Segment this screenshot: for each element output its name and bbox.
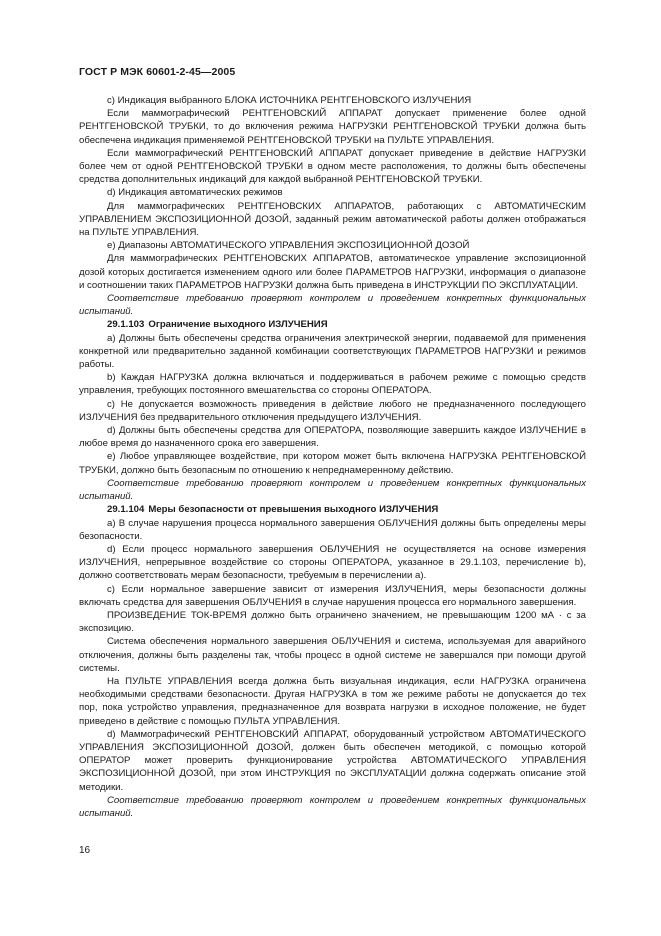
paragraph: Если маммографический РЕНТГЕНОВСКИЙ АППАРАТ допускает приведение в действие НАГРУЗКИ более чем от одной РЕНТГЕНОВСКОЙ ТРУБКИ в одном месте расположения, то должны быть обеспечены средства дополнительных индикаций для каждой выбранной РЕНТГЕНОВСКОЙ ТРУБКИ.: [79, 147, 586, 186]
paragraph: d) Маммографический РЕНТГЕНОВСКИЙ АППАРАТ, оборудованный устройством АВТОМАТИЧЕСКОГО УПРАВЛЕНИЯ ЭКСПОЗИЦИОННОЙ ДОЗОЙ, должен быть обеспечен методикой, с помощью которой ОПЕРАТОР может проверить функционирование устройства АВТОМАТИЧЕСКОГО УПРАВЛЕНИЯ ЭКСПОЗИЦИОННОЙ ДОЗОЙ, при этом ИНСТРУКЦИЯ по ЭКСПЛУАТАЦИИ должна содержать описание этой методики.: [79, 728, 586, 793]
section-title: Ограничение выходного ИЗЛУЧЕНИЯ: [148, 319, 328, 331]
paragraph: d) Если процесс нормального завершения ОБЛУЧЕНИЯ не осуществляется на основе измерения ИЗЛУЧЕНИЯ, непрерывное воздействие со стороны ОПЕРАТОРА, указанное в 29.1.103, перечисление b), должно соответствовать мерам безопасности, требуемым в перечислении a).: [79, 543, 586, 582]
document-header: ГОСТ Р МЭК 60601-2-45—2005: [79, 66, 236, 78]
paragraph: e) Любое управляющее воздействие, при котором может быть включена НАГРУЗКА РЕНТГЕНОВСКОЙ ТРУБКИ, должно быть безопасным по отношению к непреднамеренному действию.: [79, 451, 586, 476]
section-number: 29.1.103: [107, 319, 145, 331]
paragraph: d) Индикация автоматических режимов: [107, 187, 283, 199]
paragraph: e) Диапазоны АВТОМАТИЧЕСКОГО УПРАВЛЕНИЯ ЭКСПОЗИЦИОННОЙ ДОЗОЙ: [107, 240, 470, 252]
compliance-note: Соответствие требованию проверяют контролем и проведением конкретных функциональных испытаний.: [79, 477, 586, 503]
section-heading-104: [79, 503, 586, 516]
paragraph: c) Индикация выбранного БЛОКА ИСТОЧНИКА РЕНТГЕНОВСКОГО ИЗЛУЧЕНИЯ: [107, 95, 472, 106]
paragraph: Если маммографический РЕНТГЕНОВСКИЙ АППАРАТ допускает применение более одной РЕНТГЕНОВСКОЙ ТРУБКИ, то до включения режима НАГРУЗКИ РЕНТГЕНОВСКОЙ ТРУБКИ должна быть обеспечена индикация применяемой РЕНТГЕНОВСКОЙ ТРУБКИ на ПУЛЬТЕ УПРАВЛЕНИЯ.: [79, 108, 586, 146]
paragraph: a) Должны быть обеспечены средства ограничения электрической энергии, подаваемой для применения конкретной или предварительно заданной комбинации соответствующих ПАРАМЕТРОВ НАГРУЗКИ и режимов работы.: [79, 332, 586, 371]
document-body: [79, 94, 586, 820]
paragraph: Система обеспечения нормального завершения ОБЛУЧЕНИЯ и система, используемая для аварийного отключения, должны быть разделены так, чтобы процесс в одной системе не завершался при помощи другой системы.: [79, 636, 586, 674]
compliance-note: Соответствие требованию проверяют контролем и проведением конкретных функциональных испытаний.: [79, 293, 586, 318]
paragraph: b) Каждая НАГРУЗКА должна включаться и поддерживаться в рабочем режиме с помощью средств управления, требующих постоянного вмешательства со стороны ОПЕРАТОРА.: [79, 372, 586, 397]
paragraph: ПРОИЗВЕДЕНИЕ ТОК-ВРЕМЯ должно быть ограничено значением, не превышающим 1200 мА · с за экспозицию.: [79, 609, 586, 635]
paragraph: d) Должны быть обеспечены средства для ОПЕРАТОРА, позволяющие завершить каждое ИЗЛУЧЕНИЕ в любое время до назначенного срока его завершения.: [79, 425, 586, 450]
paragraph: c) Не допускается возможность приведения в действие любого не предназначенного последующего ИЗЛУЧЕНИЯ без предварительного отключения предыдущего ИЗЛУЧЕНИЯ.: [79, 398, 586, 423]
paragraph: a) В случае нарушения процесса нормального завершения ОБЛУЧЕНИЯ должны быть определены меры безопасности.: [79, 517, 586, 542]
paragraph: На ПУЛЬТЕ УПРАВЛЕНИЯ всегда должна быть визуальная индикация, если НАГРУЗКА ограничена необходимыми средствами безопасности. Другая НАГРУЗКА в том же режиме работы не допускается до тех пор, пока устройство управления, предназначенное для возврата нагрузки в исходное положение, не будет приведено в действие с помощью ПУЛЬТА УПРАВЛЕНИЯ.: [79, 675, 586, 727]
section-number: 29.1.104: [107, 504, 145, 516]
section-title: Меры безопасности от превышения выходного ИЗЛУЧЕНИЯ: [148, 504, 439, 516]
paragraph: Для маммографических РЕНТГЕНОВСКИХ АППАРАТОВ, работающих с АВТОМАТИЧЕСКИМ УПРАВЛЕНИЕМ ЭКСПОЗИЦИОННОЙ ДОЗОЙ, заданный режим автоматической работы должен отображаться на ПУЛЬТЕ УПРАВЛЕНИЯ.: [79, 200, 586, 239]
section-heading-103: [79, 318, 586, 331]
page-number: 16: [79, 845, 91, 856]
paragraph: Для маммографических РЕНТГЕНОВСКИХ АППАРАТОВ, автоматическое управление экспозиционной дозой которых достигается изменением одного или более ПАРАМЕТРОВ НАГРУЗКИ, информация о диапазоне и соотношении таких ПАРАМЕТРОВ НАГРУЗКИ должна быть приведена в ИНСТРУКЦИИ ПО ЭКСПЛУАТАЦИИ.: [79, 253, 586, 291]
paragraph: c) Если нормальное завершение зависит от измерения ИЗЛУЧЕНИЯ, меры безопасности должны включать средства для завершения ОБЛУЧЕНИЯ в случае нарушения процесса его нормального завершения.: [79, 583, 586, 608]
compliance-note: Соответствие требованию проверяют контролем и проведением конкретных функциональных испытаний.: [79, 794, 586, 819]
